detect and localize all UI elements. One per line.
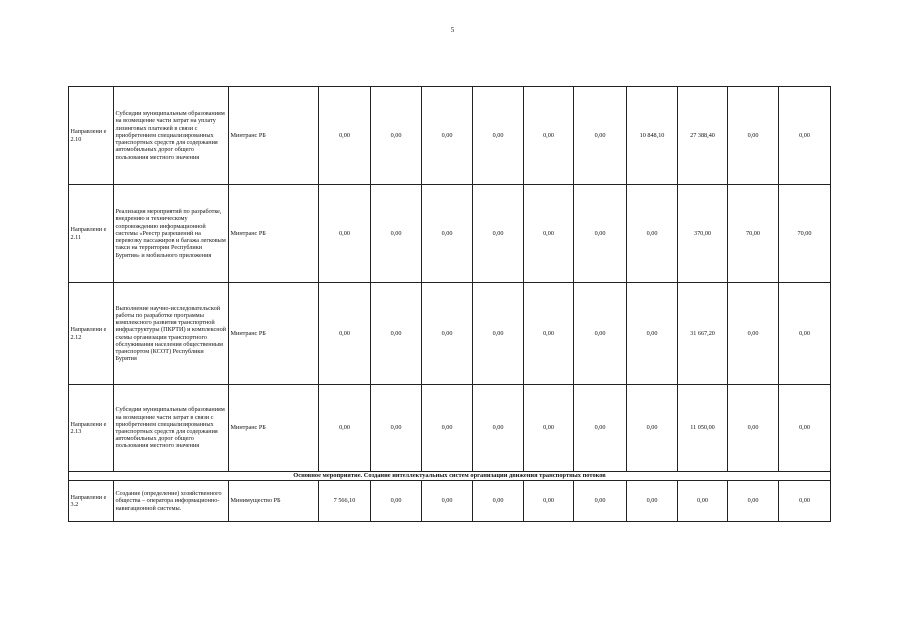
- executor: Минтранс РБ: [229, 185, 319, 283]
- executor: Минтранс РБ: [229, 283, 319, 385]
- table-row: [69, 87, 831, 185]
- value-cell: 0,00: [574, 283, 627, 385]
- value-cell: 0,00: [319, 283, 371, 385]
- value-cell: 0,00: [473, 283, 524, 385]
- value-cell: 0,00: [779, 385, 831, 472]
- value-cell: 0,00: [779, 87, 831, 185]
- value-cell: 31 667,20: [678, 283, 728, 385]
- executor: Минтранс РБ: [229, 87, 319, 185]
- value-cell: 0,00: [678, 481, 728, 522]
- table-row: [69, 283, 831, 385]
- value-cell: 0,00: [422, 185, 473, 283]
- direction-code: Направлени е 2.12: [69, 283, 114, 385]
- table-row: [69, 385, 831, 472]
- page-number: 5: [450, 26, 455, 34]
- value-cell: 70,00: [779, 185, 831, 283]
- value-cell: 0,00: [728, 481, 779, 522]
- value-cell: 0,00: [371, 481, 422, 522]
- value-cell: 0,00: [524, 283, 574, 385]
- value-cell: 0,00: [627, 481, 678, 522]
- value-cell: 0,00: [574, 385, 627, 472]
- value-cell: 0,00: [524, 87, 574, 185]
- value-cell: 0,00: [574, 87, 627, 185]
- value-cell: 370,00: [678, 185, 728, 283]
- direction-code: Направлени е 2.10: [69, 87, 114, 185]
- value-cell: 0,00: [627, 283, 678, 385]
- table-row: [69, 481, 831, 522]
- direction-description: Субсидии муниципальным образованиям на возмещение части затрат на уплату лизинговых платежей в связи с приобретением специализированных транспортных средств для содержания автомобильных дорог общего пользования местного значения: [114, 87, 229, 185]
- value-cell: 0,00: [779, 283, 831, 385]
- value-cell: 0,00: [574, 481, 627, 522]
- direction-description: Реализация мероприятий по разработке, внедрению и техническому сопровождению информационной системы «Реестр разрешений на перевозку пассажиров и багажа легковым такси на территории Республики Бурятия» и мобильного приложения: [114, 185, 229, 283]
- value-cell: 0,00: [422, 481, 473, 522]
- value-cell: 0,00: [473, 87, 524, 185]
- direction-code: Направлени е 2.13: [69, 385, 114, 472]
- value-cell: 0,00: [473, 481, 524, 522]
- value-cell: 0,00: [524, 185, 574, 283]
- direction-description: Создание (определение) хозяйственного общества – оператора информационно-навигационной системы.: [114, 481, 229, 522]
- section-header-row: [69, 472, 831, 481]
- value-cell: 0,00: [319, 185, 371, 283]
- executor: Минимущество РБ: [229, 481, 319, 522]
- value-cell: 0,00: [422, 87, 473, 185]
- value-cell: 0,00: [371, 185, 422, 283]
- value-cell: 70,00: [728, 185, 779, 283]
- value-cell: 0,00: [524, 385, 574, 472]
- direction-code: Направлени е 2.11: [69, 185, 114, 283]
- value-cell: 0,00: [371, 385, 422, 472]
- value-cell: 0,00: [371, 87, 422, 185]
- section-title: Основное мероприятие. Создание интеллектуальных систем организации движения транспортных потоков: [69, 472, 831, 481]
- executor: Минтранс РБ: [229, 385, 319, 472]
- value-cell: 27 388,40: [678, 87, 728, 185]
- value-cell: 10 848,10: [627, 87, 678, 185]
- value-cell: 7 566,10: [319, 481, 371, 522]
- value-cell: 0,00: [422, 283, 473, 385]
- value-cell: 0,00: [524, 481, 574, 522]
- table-row: [69, 185, 831, 283]
- value-cell: 0,00: [728, 87, 779, 185]
- direction-description: Выполнение научно-исследовательской работы по разработке программы комплексного развития транспортной инфраструктуры (ПКРТИ) и комплексной схемы организации транспортного обслуживания населения общественным транспортом (КСОТ) Республики Бурятия: [114, 283, 229, 385]
- value-cell: 0,00: [422, 385, 473, 472]
- value-cell: 0,00: [371, 283, 422, 385]
- value-cell: 0,00: [728, 283, 779, 385]
- value-cell: 0,00: [319, 385, 371, 472]
- value-cell: 0,00: [319, 87, 371, 185]
- direction-code: Направлени е 3.2: [69, 481, 114, 522]
- value-cell: 0,00: [627, 385, 678, 472]
- direction-description: Субсидии муниципальным образованиям на возмещение части затрат в связи с приобретением специализированных транспортных средств для содержания автомобильных дорог общего пользования местного значения: [114, 385, 229, 472]
- value-cell: 0,00: [779, 481, 831, 522]
- value-cell: 0,00: [627, 185, 678, 283]
- value-cell: 0,00: [574, 185, 627, 283]
- value-cell: 0,00: [728, 385, 779, 472]
- budget-table: [68, 86, 831, 522]
- value-cell: 0,00: [473, 385, 524, 472]
- value-cell: 11 050,00: [678, 385, 728, 472]
- value-cell: 0,00: [473, 185, 524, 283]
